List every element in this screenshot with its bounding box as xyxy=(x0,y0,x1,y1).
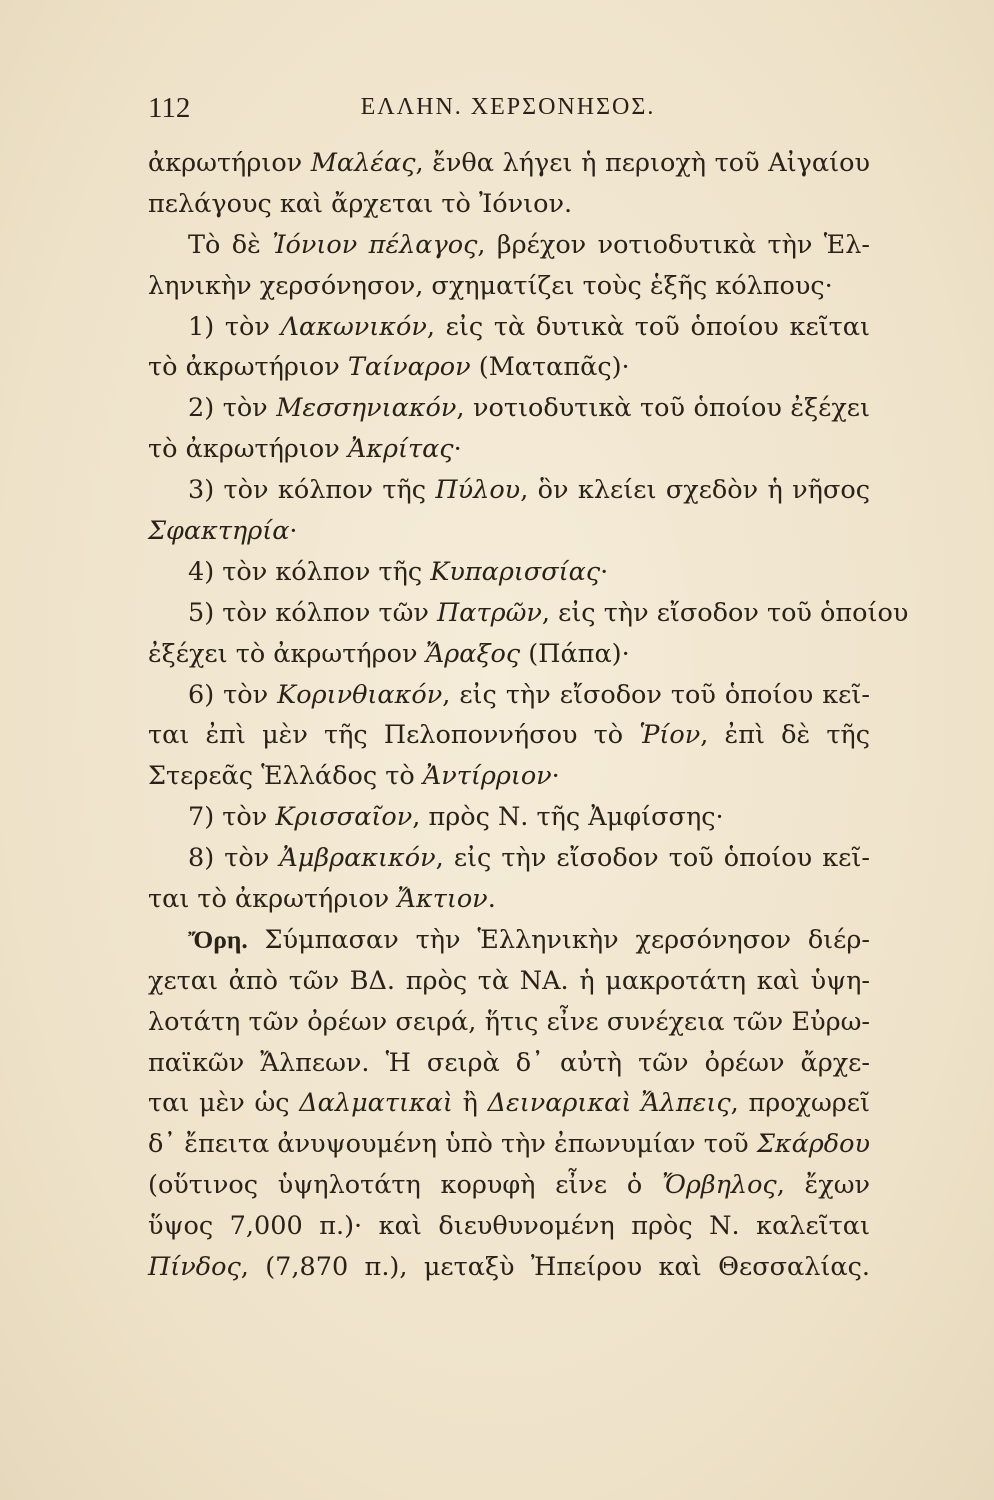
text-run: , (7,870 π.), μεταξὺ Ἠπείρου καὶ Θεσσαλίας. xyxy=(240,1252,870,1283)
italic-term: Ὄρβηλος xyxy=(662,1170,777,1201)
text-run: ται μὲν ὡς xyxy=(148,1088,300,1119)
text-line xyxy=(148,675,870,716)
text-run: , νοτιοδυτικὰ τοῦ ὁποίου ἐξέχει xyxy=(456,393,870,424)
italic-term: Ἰόνιον πέλαγος xyxy=(272,229,478,260)
text-run: · xyxy=(453,434,462,465)
text-line xyxy=(148,266,870,307)
italic-term: Σφακτηρία xyxy=(148,516,290,547)
text-run: χεται ἀπὸ τῶν ΒΔ. πρὸς τὰ ΝΑ. ἡ μακροτάτη καὶ ὑψη- xyxy=(148,965,870,996)
text-line xyxy=(148,511,870,552)
text-run: , ἔνθα λήγει ἡ περιοχὴ τοῦ Αἰγαίου xyxy=(415,148,870,178)
text-line xyxy=(148,184,870,225)
italic-term: Μεσσηνιακόν xyxy=(276,393,457,424)
text-run: , εἰς τὴν εἴσοδον τοῦ ὁποίου xyxy=(541,597,909,628)
text-line xyxy=(148,634,870,675)
italic-term: Κρισσαῖον xyxy=(275,802,413,833)
text-line xyxy=(148,920,870,961)
italic-term: Σκάρδου xyxy=(756,1129,870,1160)
text-run: , πρὸς Ν. τῆς Ἀμφίσσης· xyxy=(412,802,724,833)
text-line xyxy=(148,1206,870,1247)
italic-term: Πύλου xyxy=(435,475,521,506)
page-number: 112 xyxy=(148,92,191,124)
text-run: (οὕτινος ὑψηλοτάτη κορυφὴ εἶνε ὁ xyxy=(148,1170,662,1201)
text-run: , εἰς τὰ δυτικὰ τοῦ ὁποίου κεῖται xyxy=(426,311,870,342)
text-run: Στερεᾶς Ἑλλάδος τὸ xyxy=(148,761,423,792)
text-line xyxy=(148,715,870,756)
text-run: τὸ ἀκρωτήριον xyxy=(148,434,348,465)
section-heading: Ὄρη. xyxy=(188,924,248,954)
text-line xyxy=(148,225,870,266)
text-line xyxy=(148,307,870,348)
text-run: , βρέχον νοτιοδυτικὰ τὴν Ἑλ- xyxy=(477,229,871,260)
italic-term: Ἄκτιον xyxy=(397,884,488,915)
italic-term: Πατρῶν xyxy=(437,597,542,628)
body-text xyxy=(148,143,909,1288)
text-line xyxy=(148,552,870,593)
text-run: 1) τὸν xyxy=(188,311,281,342)
italic-term: Ἄραξος xyxy=(425,638,521,669)
text-run: Σύμπασαν τὴν Ἑλληνικὴν χερσόνησον διέρ- xyxy=(247,924,870,955)
running-title: ΕΛΛΗΝ. ΧΕΡΣΟΝΗΣΟΣ. xyxy=(360,94,656,120)
text-run: ται τὸ ἀκρωτήριον xyxy=(148,884,398,915)
text-run: δ᾽ ἔπειτα ἀνυψουμένη ὑπὸ τὴν ἐπωνυμίαν τοῦ xyxy=(148,1129,757,1160)
italic-term: Ῥίον xyxy=(639,720,701,751)
italic-term: Μαλέας xyxy=(310,148,416,178)
text-line xyxy=(148,470,870,511)
text-line xyxy=(148,347,870,388)
italic-term: Δαλματικαὶ xyxy=(299,1088,453,1119)
text-run: · xyxy=(289,516,298,547)
text-run: ἢ xyxy=(452,1088,488,1119)
text-run: 4) τὸν κόλπον τῆς xyxy=(188,556,431,587)
text-run: , προχωρεῖ xyxy=(730,1088,870,1119)
text-run: 3) τὸν κόλπον τῆς xyxy=(188,475,436,506)
text-run: πελάγους καὶ ἄρχεται τὸ Ἰόνιον. xyxy=(148,188,573,219)
text-run: ληνικὴν χερσόνησον, σχηματίζει τοὺς ἑξῆς κόλπους· xyxy=(148,270,833,301)
text-run: · xyxy=(600,556,609,587)
text-run: ὕψος 7,000 π.)· καὶ διευθυνομένη πρὸς Ν. καλεῖται xyxy=(148,1211,870,1242)
text-run: , ὃν κλείει σχεδὸν ἡ νῆσος xyxy=(520,475,870,506)
italic-term: Ταίναρον xyxy=(347,352,471,383)
text-line xyxy=(148,1043,870,1084)
text-run: . xyxy=(487,884,496,915)
text-line xyxy=(148,797,870,838)
italic-term: Κυπαρισσίας xyxy=(430,556,601,587)
text-line xyxy=(148,961,870,1002)
page-header xyxy=(148,92,868,136)
text-run: ται ἐπὶ μὲν τῆς Πελοποννήσου τὸ xyxy=(148,720,640,751)
text-line xyxy=(148,143,870,184)
text-run: , ἐπὶ δὲ τῆς xyxy=(700,720,870,751)
text-run: 6) τὸν xyxy=(188,679,278,710)
text-run: , εἰς τὴν εἴσοδον τοῦ ὁποίου κεῖ- xyxy=(435,843,870,874)
text-run: λοτάτη τῶν ὀρέων σειρά, ἥτις εἶνε συνέχεια τῶν Εὐρω- xyxy=(148,1006,870,1037)
italic-term: Ἀμβρακικόν xyxy=(279,843,436,874)
text-run: ἀκρωτήριον xyxy=(148,148,311,178)
text-run: , εἰς τὴν εἴσοδον τοῦ ὁποίου κεῖ- xyxy=(442,679,870,710)
text-line xyxy=(148,593,909,634)
italic-term: Δειναρικαὶ Ἄλπεις xyxy=(487,1088,731,1119)
italic-term: Ἀκρίτας xyxy=(347,434,454,465)
text-line xyxy=(148,879,870,920)
text-run: Τὸ δὲ xyxy=(188,229,273,260)
text-run: 8) τὸν xyxy=(188,843,280,874)
text-line xyxy=(148,1124,870,1165)
text-run: παϊκῶν Ἄλπεων. Ἡ σειρὰ δ᾽ αὐτὴ τῶν ὀρέων ἄρχε- xyxy=(148,1047,870,1078)
text-line xyxy=(148,1165,870,1206)
text-run: · xyxy=(551,761,560,792)
text-line xyxy=(148,1247,870,1288)
italic-term: Λακωνικόν xyxy=(280,311,427,342)
text-run: τὸ ἀκρωτήριον xyxy=(148,352,348,383)
text-run: ἐξέχει τὸ ἀκρωτήρον xyxy=(148,638,426,669)
text-line xyxy=(148,429,870,470)
text-line xyxy=(148,1002,870,1043)
italic-term: Πίνδος xyxy=(148,1252,241,1283)
text-run: , ἔχων xyxy=(776,1170,870,1201)
text-run: (Πάπα)· xyxy=(520,638,630,669)
text-line xyxy=(148,756,870,797)
italic-term: Κορινθιακόν xyxy=(277,679,443,710)
text-run: 2) τὸν xyxy=(188,393,277,424)
text-run: 5) τὸν κόλπον τῶν xyxy=(188,597,438,628)
text-line xyxy=(148,1083,870,1124)
italic-term: Ἀντίρριον xyxy=(422,761,552,792)
text-run: 7) τὸν xyxy=(188,802,276,833)
text-line xyxy=(148,388,870,429)
text-run: (Ματαπᾶς)· xyxy=(470,352,630,383)
text-line xyxy=(148,838,870,879)
